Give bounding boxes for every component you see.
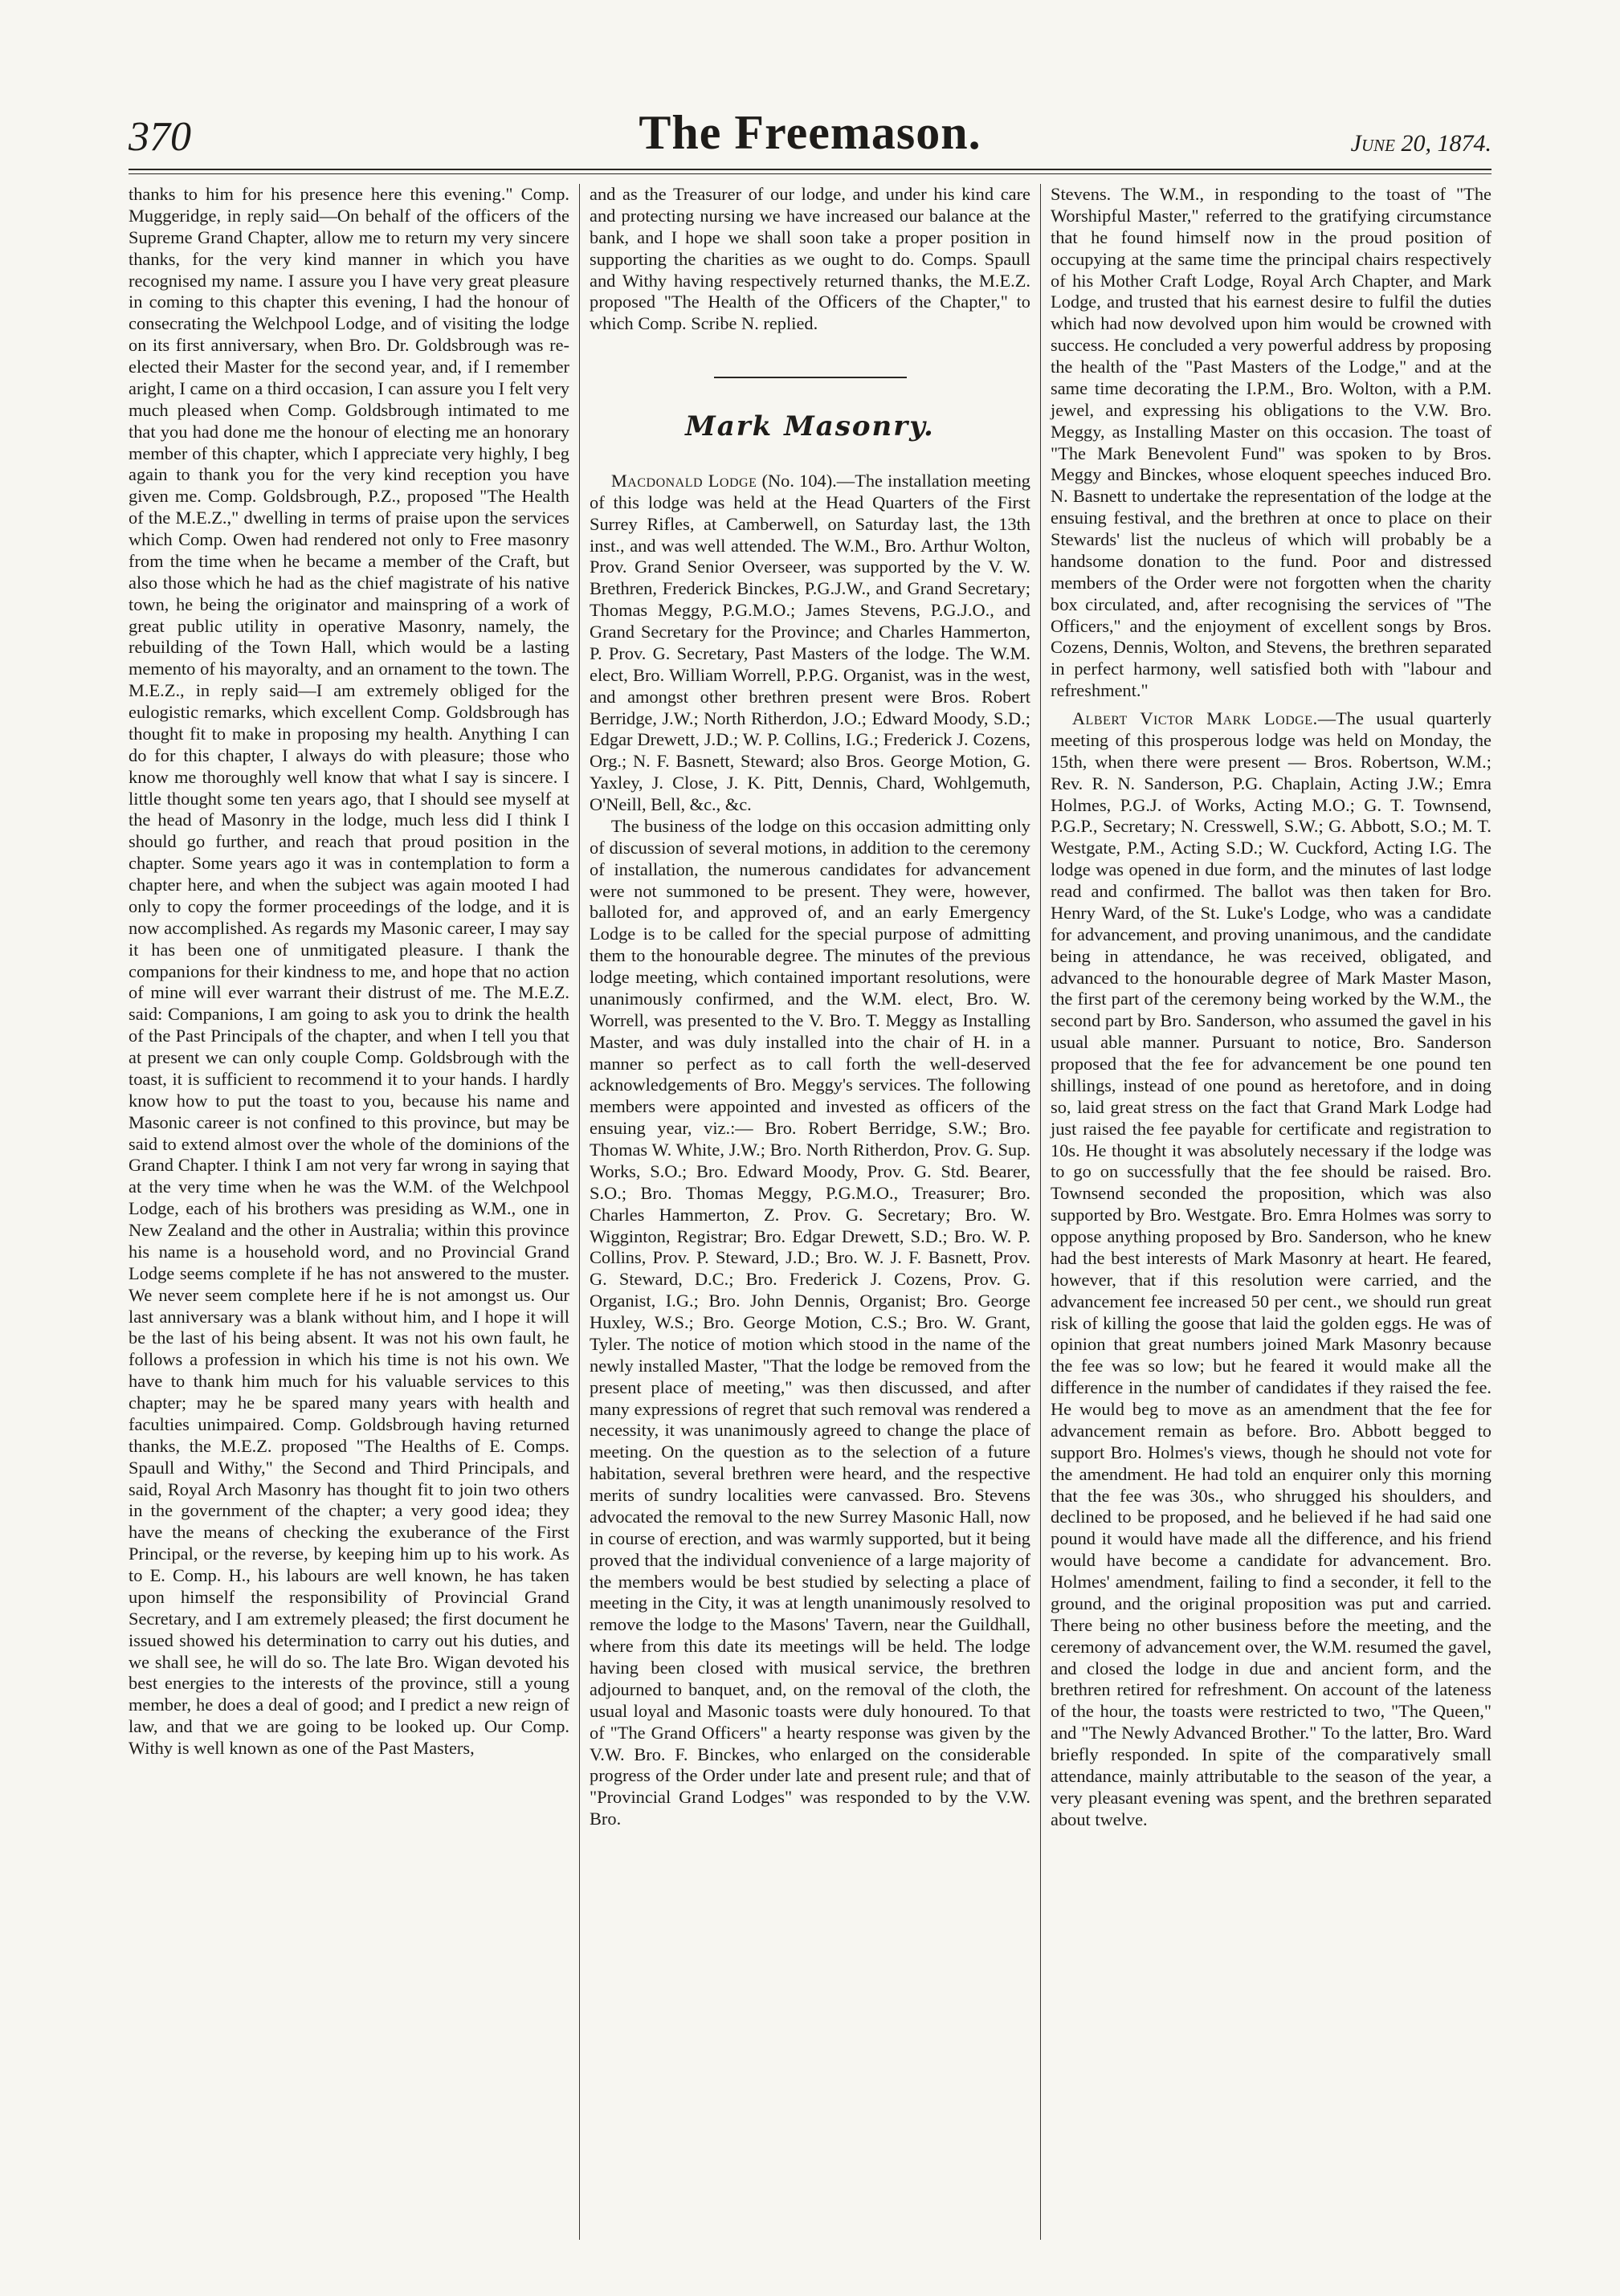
macdonald-lodge-report bbox=[590, 471, 1030, 816]
section-divider bbox=[714, 377, 907, 378]
column-2-top-text: and as the Treasurer of our lodge, and under his kind care and protecting nursing we have increased our balance at the bank, and I hope we shall soon take a proper position in supporting the charities as we ought to do. Comps. Spaull and Withy having respectively returned thanks, the M.E.Z. proposed "The Health of the Officers of the Chapter," to which Comp. Scribe N. replied. bbox=[590, 184, 1030, 334]
lodge-number: (No. 104). bbox=[761, 470, 837, 491]
macdonald-lodge-report-continued: The business of the lodge on this occasion admitting only of discussion of several motions, in addition to the ceremony of installation, the numerous candidates for advancement were not summoned to be present. They were, however, balloted for, and approved of, and an early Emergency Lodge is to be called for the special purpose of admitting them to the honourable degree. The minutes of the previous lodge meeting, which contained important resolutions, were unanimously confirmed, and the W.M. elect, Bro. W. Worrell, was presented to the V. Bro. T. Meggy as Installing Master, and was duly installed into the chair of H. in a manner so perfect as to call forth the well-deserved acknowledgements of Bro. Meggy's services. The following members were appointed and invested as officers of the ensuing year, viz.:— Bro. Robert Berridge, S.W.; Bro. Thomas W. White, J.W.; Bro. North Ritherdon, Prov. G. Sup. Works, S.O.; Bro. Edward Moody, Prov. G. Std. Bearer, S.O.; Bro. Thomas Meggy, P.G.M.O., Treasurer; Bro. Charles Hammerton, Z. Prov. G. Secretary; Bro. W. Wigginton, Registrar; Bro. Edgar Drewett, S.D.; Bro. W. P. Collins, Prov. P. Steward, J.D.; Bro. W. J. F. Basnett, Prov. G. Steward, D.C.; Bro. Frederick J. Cozens, Prov. G. Organist, I.G.; Bro. John Dennis, Organist; Bro. George Huxley, W.S.; Bro. George Motion, C.S.; Bro. W. Grant, Tyler. The notice of motion which stood in the name of the newly installed Master, "That the lodge be removed from the present place of meeting," was then discussed, and after many expressions of regret that such removal was rendered a necessity, it was unanimously agreed to change the place of meeting. On the question as to the selection of a future habitation, several brethren were heard, and the respective merits of sundry localities were canvassed. Bro. Stevens advocated the removal to the new Surrey Masonic Hall, now in course of erection, and was warmly supported, but it being proved that the individual convenience of a large majority of the members would be best studied by selecting a place of meeting in the City, it was at length unanimously resolved to remove the lodge to the Masons' Tavern, near the Guildhall, where from this date its meetings will be held. The lodge having been closed with musical service, the brethren adjourned to banquet, and, on the removal of the cloth, the usual loyal and Masonic toasts were duly honoured. To that of "The Grand Officers" a hearty response was given by the V.W. Bro. F. Binckes, who enlarged on the considerable progress of the Order under late and present rule; and that of "Provincial Grand Lodges" was responded to by the V.W. Bro. bbox=[590, 815, 1030, 1829]
paragraph-spacer bbox=[1051, 702, 1491, 708]
masthead bbox=[129, 104, 1491, 170]
report-text: —The usual quarterly meeting of this prosperous lodge was held on Monday, the 15th, when there were present — Bros. Robertson, W.M.; Rev. R. N. Sanderson, P.G. Chaplain, Acting J.W.; Emra Holmes, P.G.J. of Works, Acting M.O.; G. T. Townsend, P.G.P., Secretary; N. Cresswell, S.W.; G. Abbott, S.O.; M. T. Westgate, P.M., Acting S.D.; W. Cuckford, Acting I.G. The lodge was opened in due form, and the minutes of last lodge read and confirmed. The ballot was then taken for Bro. Henry Ward, of the St. Luke's Lodge, who was a candidate for advancement, and proving unanimous, and the candidate being in attendance, he was received, obligated, and advanced to the honourable degree of Mark Master Mason, the first part of the ceremony being worked by the W.M., the second part by Bro. Sanderson, who assumed the gavel in his usual able manner. Pursuant to notice, Bro. Sanderson proposed that the fee for advancement be one pound ten shillings, instead of one pound as heretofore, and in doing so, laid great stress on the fact that Grand Mark Lodge had just raised the fee payable for certificate and registration to 10s. He thought it was absolutely necessary if the lodge was to go on successfully that the fee should be raised. Bro. Townsend seconded the proposition, which was also supported by Bro. Westgate. Bro. Emra Holmes was sorry to oppose anything proposed by Bro. Sanderson, who he knew had the best interests of Mark Masonry at heart. He feared, however, that if this resolution were carried, and the advancement fee increased 50 per cent., we should run great risk of killing the goose that laid the golden eggs. He was of opinion that great numbers joined Mark Masonry because the fee was so low; but he feared it would make all the difference in the number of candidates if they raised the fee. He would beg to move as an amendment that the fee for advancement remain as before. Bro. Abbott begged to support Bro. Holmes's views, though he should not vote for the amendment. He had told an enquirer only this morning that the fee was 30s., who shrugged his shoulders, and declined to be proposed, and he believed if he had said one pound it would have made all the difference, and his friend would have become a candidate for advancement. Bro. Holmes' amendment, failing to find a seconder, it fell to the ground, and the original proposition was put and carried. There being no other business before the meeting, and the ceremony of advancement over, the W.M. resumed the gavel, and closed the lodge in due and ancient form, and the brethren retired for refreshment. On account of the lateness of the hour, the toasts were restricted to two, "The Queen," and "The Newly Advanced Brother." To the latter, Bro. Ward briefly responded. In spite of the comparatively small attendance, mainly attributable to the season of the year, a very pleasant evening was spent, and the brethren separated about twelve. bbox=[1051, 708, 1491, 1829]
column-2 bbox=[579, 184, 1040, 2240]
report-text: —The installation meeting of this lodge was held at the Head Quarters of the First Surrey Rifles, at Camberwell, on Saturday last, the 13th inst., and was well attended. The W.M., Bro. Arthur Wolton, Prov. Grand Senior Overseer, was supported by the V. W. Brethren, Frederick Binckes, P.G.J.W., and Grand Secretary; Thomas Meggy, P.G.M.O.; James Stevens, P.G.J.O., and Grand Secretary for the Province; and Charles Hammerton, P. Prov. G. Secretary, Past Masters of the lodge. The W.M. elect, Bro. William Worrell, P.P.G. Organist, was in the west, and amongst other brethren present were Bros. Robert Berridge, J.W.; North Ritherdon, J.O.; Edward Moody, S.D.; Edgar Drewett, J.D.; W. P. Collins, I.G.; Frederick J. Cozens, Org.; N. F. Basnett, Steward; also Bros. George Motion, G. Yaxley, J. Close, J. K. Pitt, Dennis, Chard, Wohlgemuth, O'Neill, Bell, &c., &c. bbox=[590, 470, 1030, 815]
lodge-name: Albert Victor Mark Lodge. bbox=[1071, 708, 1318, 728]
column-1-text: thanks to him for his presence here this evening." Comp. Muggeridge, in reply said—On behalf of the officers of the Supreme Grand Chapter, allow me to return my very sincere thanks, for the very kind manner in which you have recognised my name. I assure you I have very great pleasure in coming to this chapter this evening, I had the honour of consecrating the Welchpool Lodge, and of visiting the lodge on its first anniversary, when Bro. Dr. Goldsbrough was re-elected their Master for the second year, and, if I remember aright, I came on a third occasion, I can assure you I felt very much pleased when Comp. Goldsbrough intimated to me that you had done me the honour of electing me an honorary member of this chapter, which I appreciate very highly, I beg again to thank you for the very kind reception you have given me. Comp. Goldsbrough, P.Z., proposed "The Health of the M.E.Z.," dwelling in terms of praise upon the services which Comp. Owen had rendered not only to Free masonry from the time when he became a member of the Craft, but also those which he had as the chief magistrate of his native town, he being the originator and mainspring of a work of great public utility in operative Masonry, namely, the rebuilding of the Town Hall, which would be a lasting memento of his mayoralty, and an ornament to the town. The M.E.Z., in reply said—I am extremely obliged for the eulogistic remarks, which excellent Comp. Goldsbrough has thought fit to make in proposing my health. Anything I can do for this chapter, I always do with pleasure; those who know me thoroughly well know that what I say is sincere. I little thought some ten years ago, that I should see myself at the head of Masonry in the lodge, much less did I think I should go further, and reach that proud position in the chapter. Some years ago it was in contemplation to form a chapter here, and when the subject was again mooted I had only to copy the former proceedings of the lodge, and it is now accomplished. As regards my Masonic career, I may say it has been one of unmitigated pleasure. I thank the companions for their kindness to me, and hope that no action of mine will ever warrant their distrust of me. The M.E.Z. said: Companions, I am going to ask you to drink the health of the Past Principals of the chapter, and when I tell you that at present we can only couple Comp. Goldsbrough with the toast, it is sufficient to recommend it to your hands. I hardly know how to put the toast to you, because his name and Masonic career is not confined to this province, but may be said to extend almost over the whole of the dominions of the Grand Chapter. I think I am not very far wrong in saying that at the very time when he was the W.M. of the Welchpool Lodge, each of his brothers was presiding as W.M., one in New Zealand and the other in Australia; within this province his name is a household word, and no Provincial Grand Lodge seems complete if he has not answered to the muster. We never seem complete here if he is not amongst us. Our last anniversary was a blank without him, and I hope it will be the last of his being absent. It was not his own fault, he follows a profession in which his time is not his own. We have to thank him much for his valuable services to this chapter; may he be spared many years with health and faculties unimpaired. Comp. Goldsbrough having returned thanks, the M.E.Z. proposed "The Healths of E. Comps. Spaull and Withy," the Second and Third Principals, and said, Royal Arch Masonry has thought fit to join two others in the government of the chapter; a very good idea; they have the means of checking the exuberance of the First Principal, or the reverse, by keeping him up to his work. As to E. Comp. H., his labours are well known, he has taken upon himself the responsibility of Provincial Grand Secretary, and I am extremely pleased; the first document he issued showed his determination to carry out his duties, and we shall see, he will do so. The late Bro. Wigan devoted his best energies to the interests of the province, still a young member, he does a deal of good; and I predict a new reign of law, and that we are going to be looked up. Our Comp. Withy is well known as one of the Past Masters, bbox=[129, 184, 569, 1758]
masthead-rule bbox=[129, 173, 1491, 174]
article-columns bbox=[129, 184, 1491, 2240]
column-1 bbox=[129, 184, 579, 2240]
issue-date: June 20, 1874. bbox=[1350, 130, 1491, 157]
column-3 bbox=[1040, 184, 1491, 2240]
lodge-name: Macdonald Lodge bbox=[610, 470, 757, 491]
page-number: 370 bbox=[129, 114, 191, 160]
column-3-top-text: Stevens. The W.M., in responding to the toast of "The Worshipful Master," referred to the gratifying circumstance that he found himself now in the proud position of occupying at the same time the principal chairs respectively of his Mother Craft Lodge, Royal Arch Chapter, and Mark Lodge, and trusted that his earnest desire to fulfil the duties which had now devolved upon him would be crowned with success. He concluded a very powerful address by proposing the health of the "Past Masters of the Lodge," and at the same time decorating the I.P.M., Bro. Wolton, with a P.M. jewel, and expressing his obligations to the V.W. Bro. Meggy, as Installing Master on this occasion. The toast of "The Mark Benevolent Fund" was spoken to by Bros. Meggy and Binckes, whose eloquent speeches induced Bro. N. Basnett to undertake the representation of the lodge at the ensuing festival, and the brethren at once to place on their Stewards' list the nucleus of which will probably be a handsome donation to the fund. Poor and distressed members of the Order were not forgotten when the charity box circulated, and, after recognising the services of "The Officers," and the enjoyment of excellent songs by Bros. Cozens, Dennis, Wolton, and Stevens, the brethren separated in perfect harmony, well satisfied both with "labour and refreshment." bbox=[1051, 184, 1491, 701]
albert-victor-lodge-report bbox=[1051, 708, 1491, 1831]
section-heading-mark-masonry: Mark Masonry. bbox=[685, 410, 935, 443]
newspaper-title: The Freemason. bbox=[639, 106, 981, 159]
